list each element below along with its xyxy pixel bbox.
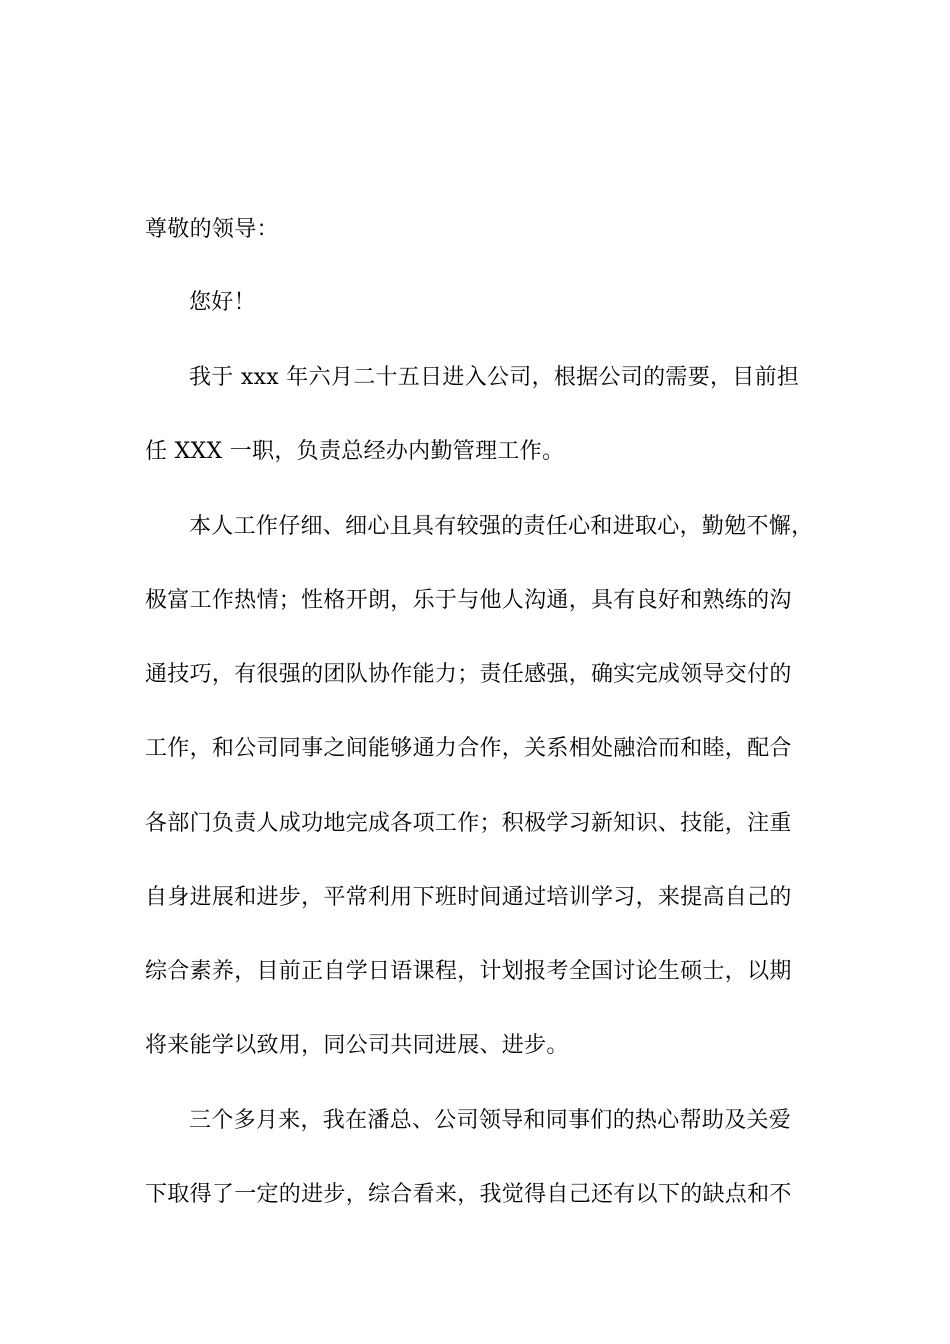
paragraph-line: 工作，和公司同事之间能够通力合作，关系相处融洽而和睦，配合: [145, 736, 792, 761]
paragraph-line: 各部门负责人成功地完成各项工作；积极学习新知识、技能，注重: [145, 811, 792, 836]
greeting: 您好！: [189, 290, 256, 315]
salutation: 尊敬的领导：: [145, 217, 279, 242]
paragraph-line: 三个多月来，我在潘总、公司领导和同事们的热心帮助及关爱: [189, 1108, 792, 1133]
paragraph-line: 自身进展和进步，平常利用下班时间通过培训学习，来提高自己的: [145, 885, 792, 910]
paragraph-line: 通技巧，有很强的团队协作能力；责任感强，确实完成领导交付的: [145, 662, 792, 687]
paragraph-line: 本人工作仔细、细心且具有较强的责任心和进取心，勤勉不懈，: [189, 514, 814, 539]
paragraph-line: 综合素养，目前正自学日语课程，计划报考全国讨论生硕士，以期: [145, 959, 792, 984]
paragraph-line: 我于 xxx 年六月二十五日进入公司，根据公司的需要，目前担: [189, 365, 800, 390]
paragraph-line: 任 XXX 一职，负责总经办内勤管理工作。: [145, 439, 565, 464]
paragraph-line: 将来能学以致用，同公司共同进展、进步。: [145, 1033, 569, 1058]
paragraph-line: 极富工作热情；性格开朗，乐于与他人沟通，具有良好和熟练的沟: [145, 588, 792, 613]
paragraph-line: 下取得了一定的进步，综合看来，我觉得自己还有以下的缺点和不: [145, 1182, 792, 1207]
